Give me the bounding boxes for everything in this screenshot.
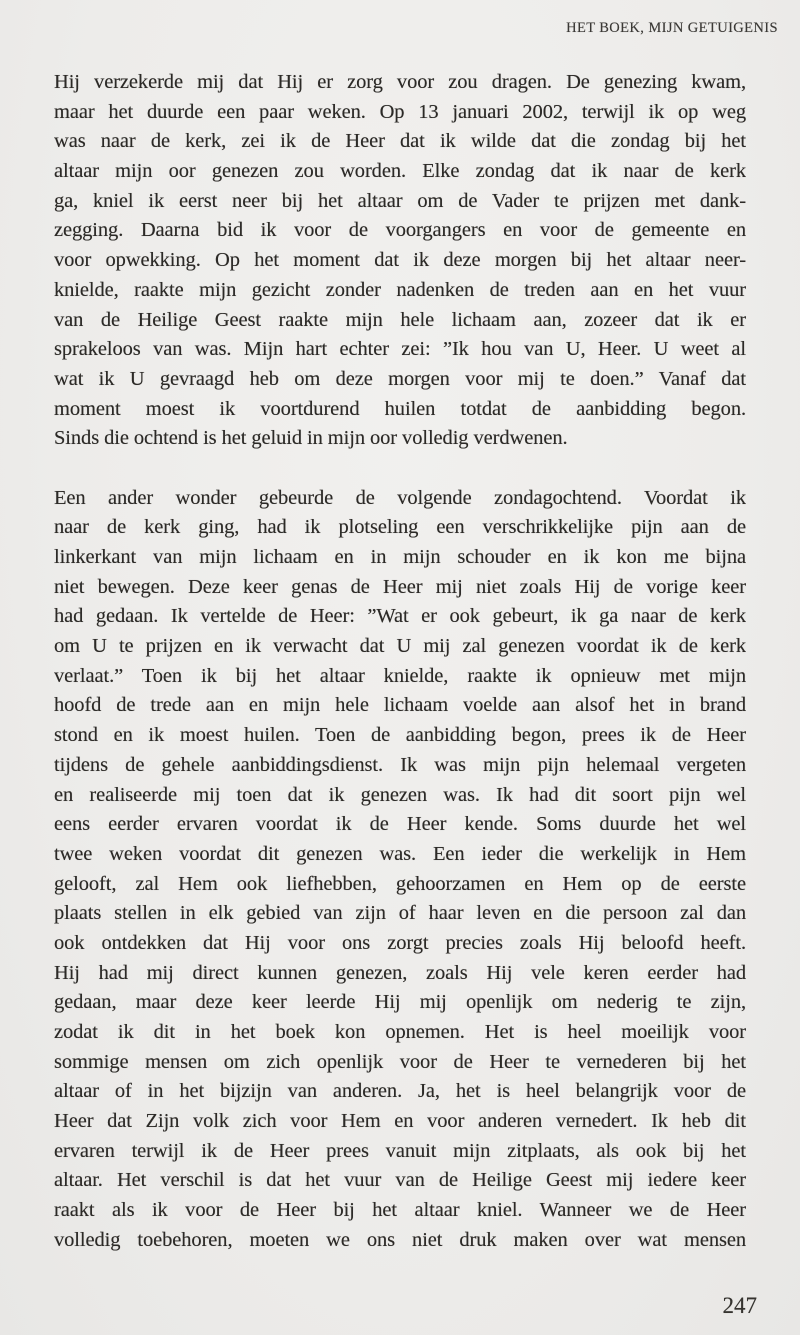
- text-line: Hij verzekerde mij dat Hij er zorg voor zou dragen. De genezing kwam,: [54, 71, 746, 93]
- text-line: niet bewegen. Deze keer genas de Heer mij niet zoals Hij de vorige keer: [54, 575, 746, 598]
- text-line: was naar de kerk, zei ik de Heer dat ik wilde dat die zondag bij het: [54, 130, 746, 153]
- text-line: hoofd de trede aan en mijn hele lichaam voelde aan alsof het in brand: [54, 694, 746, 717]
- text-line: knielde, raakte mijn gezicht zonder nadenken de treden aan en het vuur: [54, 278, 746, 301]
- text-line: gelooft, zal Hem ook liefhebben, gehoorzamen en Hem op de eerste: [54, 872, 746, 895]
- text-line: volledig toebehoren, moeten we ons niet druk maken over wat mensen: [54, 1228, 746, 1251]
- text-line: maar het duurde een paar weken. Op 13 januari 2002, terwijl ik op weg: [54, 100, 746, 123]
- text-line: sommige mensen om zich openlijk voor de Heer te vernederen bij het: [54, 1050, 746, 1073]
- text-line: om U te prijzen en ik verwacht dat U mij zal genezen voordat ik de kerk: [54, 635, 746, 658]
- text-line: linkerkant van mijn lichaam en in mijn schouder en ik kon me bijna: [54, 546, 746, 568]
- running-header: HET BOEK, MIJN GETUIGENIS: [566, 20, 778, 36]
- text-line: altaar of in het bijzijn van anderen. Ja, het is heel belangrijk voor de: [54, 1080, 746, 1103]
- paragraph: [54, 484, 746, 1256]
- text-line: van de Heilige Geest raakte mijn hele lichaam aan, zozeer dat ik er: [54, 308, 746, 331]
- text-line: had gedaan. Ik vertelde de Heer: ”Wat er ook gebeurt, ik ga naar de kerk: [54, 605, 746, 628]
- text-line: Hij had mij direct kunnen genezen, zoals Hij vele keren eerder had: [54, 961, 746, 984]
- text-line: stond en ik moest huilen. Toen de aanbidding begon, prees ik de Heer: [54, 724, 746, 747]
- text-line: ga, kniel ik eerst neer bij het altaar om de Vader te prijzen met dank-: [54, 189, 746, 212]
- text-line: altaar mijn oor genezen zou worden. Elke zondag dat ik naar de kerk: [54, 160, 746, 183]
- text-line: wat ik U gevraagd heb om deze morgen voor mij te doen.” Vanaf dat: [54, 367, 746, 390]
- text-line: en realiseerde mij toen dat ik genezen was. Ik had dit soort pijn wel: [54, 783, 746, 806]
- text-line: moment moest ik voortdurend huilen totdat de aanbidding begon.: [54, 397, 746, 420]
- text-line: ervaren terwijl ik de Heer prees vanuit mijn zitplaats, als ook bij het: [54, 1139, 746, 1162]
- text-line: plaats stellen in elk gebied van zijn of haar leven en die persoon zal dan: [54, 902, 746, 925]
- text-line: Sinds die ochtend is het geluid in mijn oor volledig verdwenen.: [54, 427, 568, 450]
- text-line: zodat ik dit in het boek kon opnemen. Het is heel moeilijk voor: [54, 1021, 746, 1043]
- text-line: raakt als ik voor de Heer bij het altaar kniel. Wanneer we de Heer: [54, 1199, 746, 1222]
- page-number: 247: [722, 1293, 757, 1318]
- text-line: eens eerder ervaren voordat ik de Heer kende. Soms duurde het wel: [54, 813, 746, 836]
- text-line: Heer dat Zijn volk zich voor Hem en voor anderen vernedert. Ik heb dit: [54, 1110, 746, 1133]
- body-text: [54, 68, 746, 1285]
- text-line: Een ander wonder gebeurde de volgende zondagochtend. Voordat ik: [54, 486, 746, 509]
- text-line: sprakeloos van was. Mijn hart echter zei: ”Ik hou van U, Heer. U weet al: [54, 338, 746, 361]
- text-line: verlaat.” Toen ik bij het altaar knielde, raakte ik opnieuw met mijn: [54, 664, 746, 687]
- text-line: tijdens de gehele aanbiddingsdienst. Ik was mijn pijn helemaal vergeten: [54, 753, 746, 776]
- text-line: zegging. Daarna bid ik voor de voorgangers en voor de gemeente en: [54, 219, 746, 242]
- text-line: ook ontdekken dat Hij voor ons zorgt precies zoals Hij beloofd heeft.: [54, 931, 746, 954]
- text-line: twee weken voordat dit genezen was. Een ieder die werkelijk in Hem: [54, 842, 746, 865]
- paragraph: [54, 68, 746, 454]
- text-line: gedaan, maar deze keer leerde Hij mij openlijk om nederig te zijn,: [54, 991, 746, 1014]
- text-line: voor opwekking. Op het moment dat ik deze morgen bij het altaar neer-: [54, 249, 746, 272]
- text-line: naar de kerk ging, had ik plotseling een verschrikkelijke pijn aan de: [54, 516, 746, 539]
- text-line: altaar. Het verschil is dat het vuur van de Heilige Geest mij iedere keer: [54, 1169, 746, 1192]
